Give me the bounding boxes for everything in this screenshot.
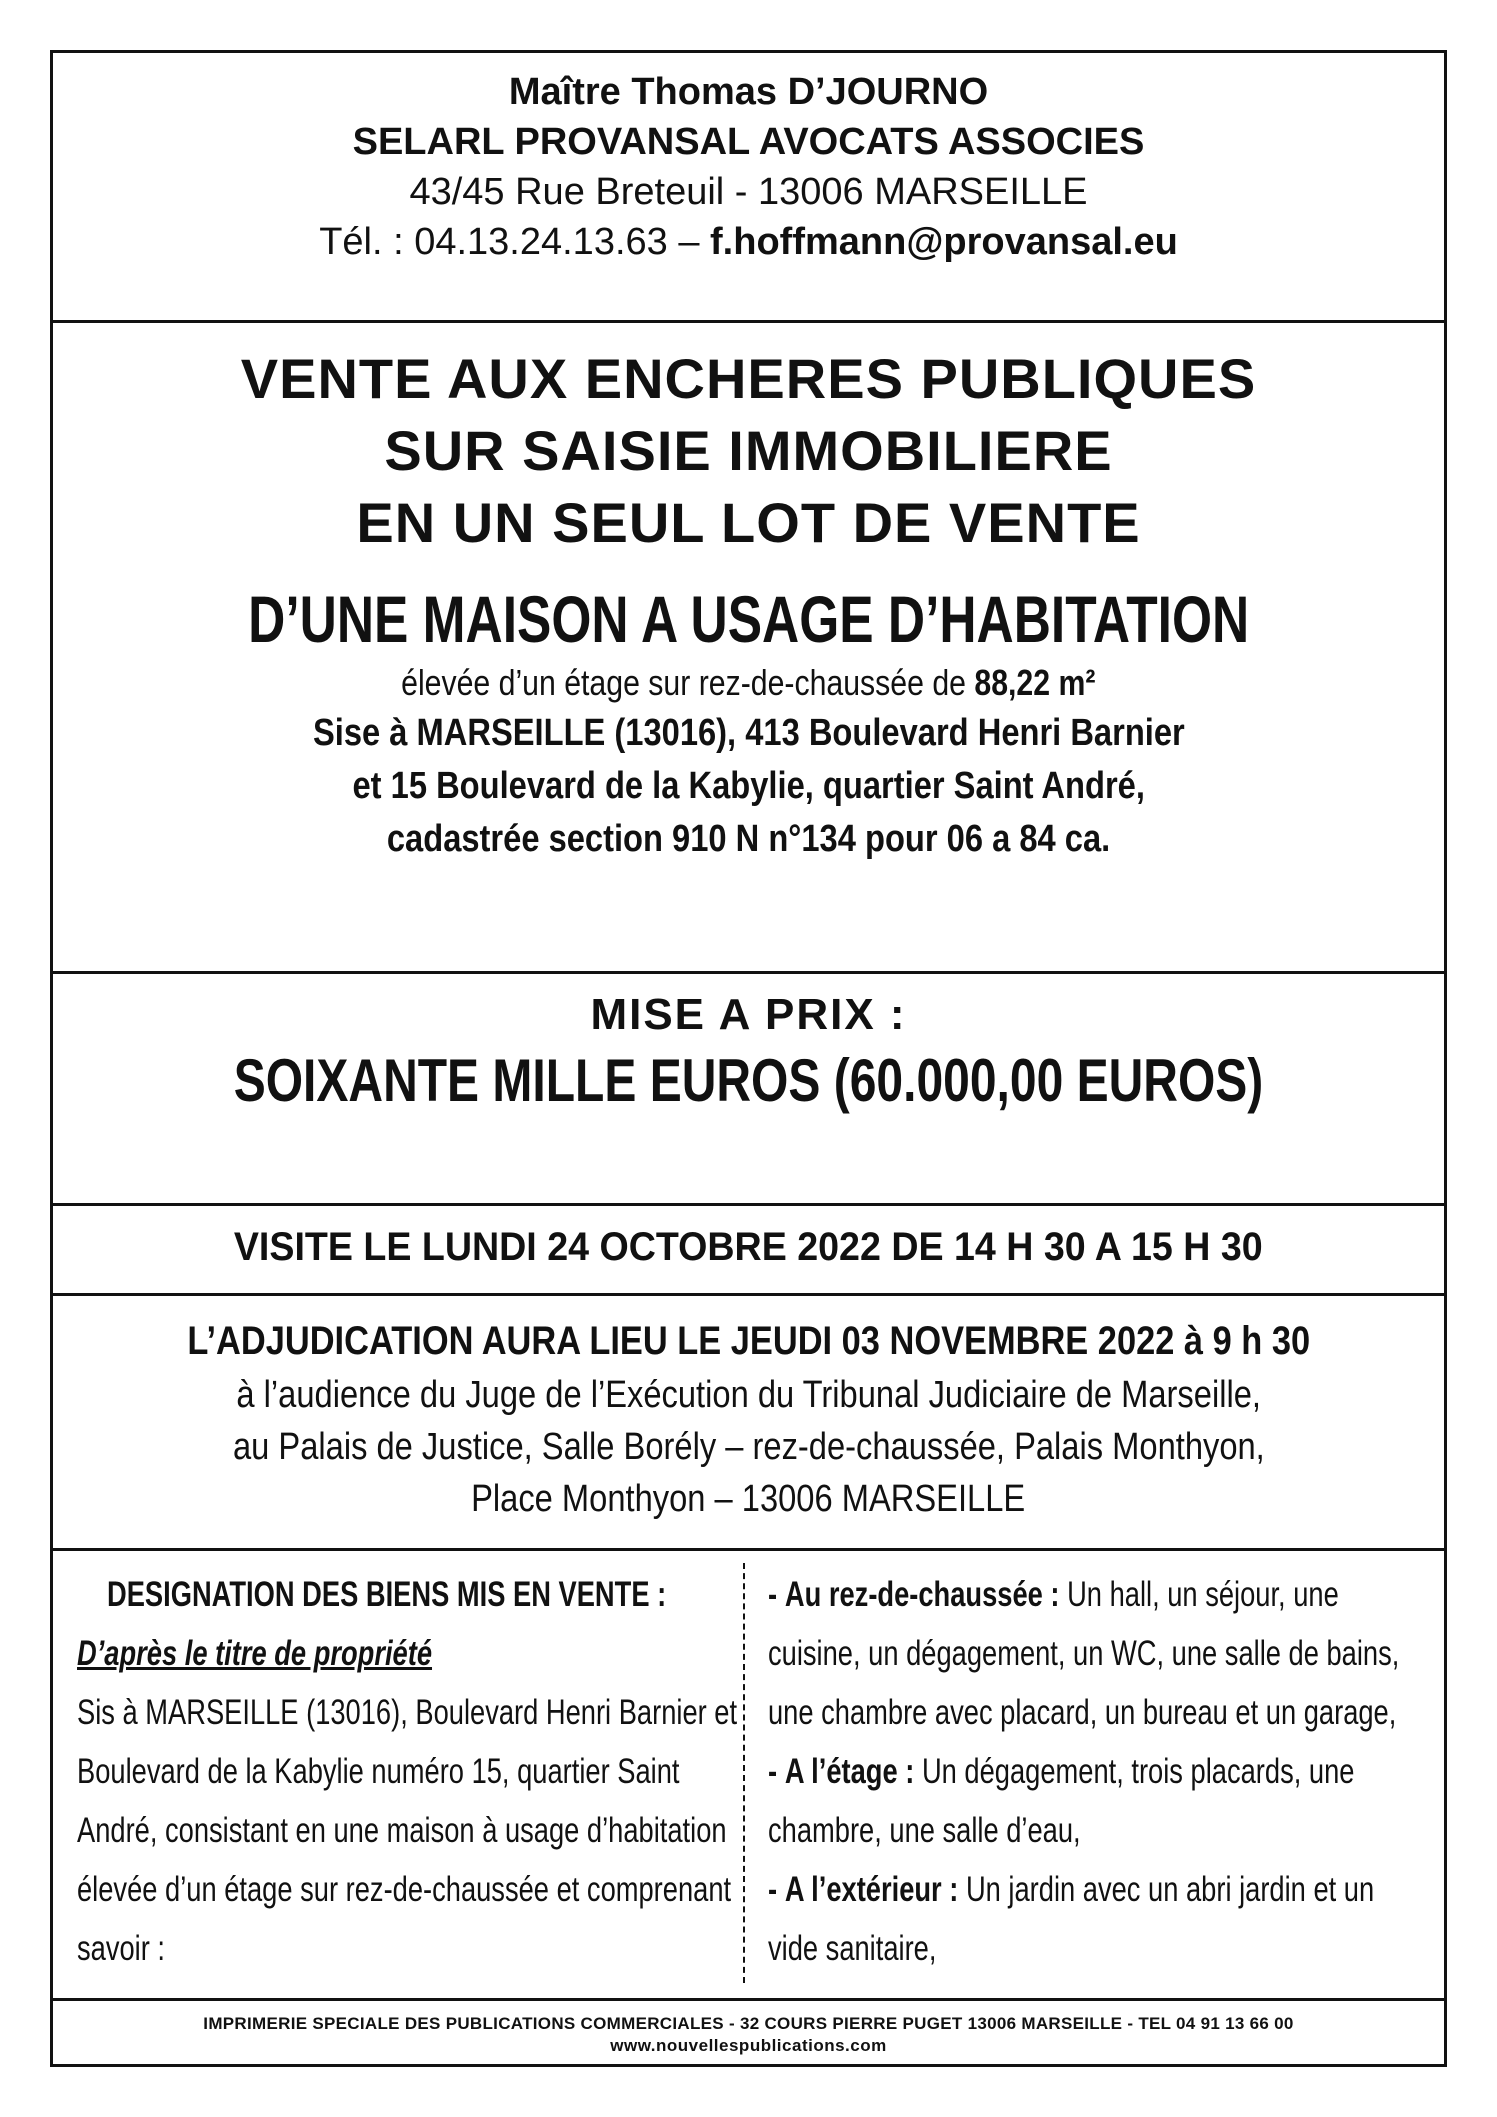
ground-floor-line: cuisine, un dégagement, un WC, une salle de bains, bbox=[768, 1634, 1400, 1673]
title-line-2: SUR SAISIE IMMOBILIERE bbox=[384, 419, 1113, 482]
designation-body-line: Boulevard de la Kabylie numéro 15, quartier Saint bbox=[77, 1752, 680, 1791]
adjudication-headline: L’ADJUDICATION AURA LIEU LE JEUDI 03 NOVEMBRE 2022 à 9 h 30 bbox=[187, 1319, 1310, 1363]
column-separator bbox=[743, 1563, 745, 1983]
bullet-icon: - bbox=[768, 1870, 778, 1909]
address-line-2: et 15 Boulevard de la Kabylie, quartier Saint André, bbox=[352, 765, 1145, 807]
firm-address: 43/45 Rue Breteuil - 13006 MARSEILLE bbox=[409, 171, 1088, 213]
sale-title bbox=[53, 343, 1444, 866]
upper-floor-line: chambre, une salle d’eau, bbox=[768, 1811, 1081, 1850]
bullet-icon: - bbox=[768, 1752, 778, 1791]
property-subtitle bbox=[53, 659, 1444, 707]
designation-left-column bbox=[77, 1565, 738, 1978]
notice-frame bbox=[50, 50, 1447, 2067]
exterior-item: - A l’extérieur : Un jardin avec un abri jardin et un bbox=[768, 1870, 1375, 1909]
designation-right-column bbox=[768, 1565, 1428, 1978]
upper-floor-item: - A l’étage : Un dégagement, trois placards, une bbox=[768, 1752, 1355, 1791]
property-type-text: D’UNE MAISON A USAGE D’HABITATION bbox=[247, 582, 1249, 656]
ground-floor-line: une chambre avec placard, un bureau et un garage, bbox=[768, 1693, 1397, 1732]
printer-info: IMPRIMERIE SPECIALE DES PUBLICATIONS COMMERCIALES - 32 COURS PIERRE PUGET 13006 MARSEILLE - TEL 04 91 13 66 00 bbox=[203, 2014, 1294, 2033]
address-line-1: Sise à MARSEILLE (13016), 413 Boulevard Henri Barnier bbox=[312, 712, 1185, 754]
designation-subheading: D’après le titre de propriété bbox=[77, 1634, 433, 1673]
email-link[interactable]: f.hoffmann@provansal.eu bbox=[710, 221, 1178, 263]
starting-price bbox=[53, 988, 1444, 1120]
website-link[interactable]: www.nouvellespublications.com bbox=[610, 2036, 887, 2055]
designation-body-line: Sis à MARSEILLE (13016), Boulevard Henri Barnier et bbox=[77, 1693, 738, 1732]
adjudication-line-3: Place Monthyon – 13006 MARSEILLE bbox=[471, 1478, 1026, 1520]
adjudication-line-2: au Palais de Justice, Salle Borély – rez-de-chaussée, Palais Monthyon, bbox=[232, 1426, 1265, 1468]
contact-line bbox=[53, 217, 1444, 267]
cadastre-line: cadastrée section 910 N n°134 pour 06 a 84 ca. bbox=[386, 818, 1111, 860]
law-firm: SELARL PROVANSAL AVOCATS ASSOCIES bbox=[352, 121, 1145, 163]
adjudication-info bbox=[53, 1313, 1444, 1525]
printer-footer bbox=[53, 2013, 1444, 2057]
divider bbox=[53, 1293, 1444, 1296]
divider bbox=[53, 1203, 1444, 1206]
surface: 88,22 m² bbox=[974, 662, 1096, 703]
subtitle-prefix: élevée d’un étage sur rez-de-chaussée de bbox=[401, 662, 967, 703]
attorney-header bbox=[53, 67, 1444, 267]
ground-floor-item: - Au rez-de-chaussée : Un hall, un séjour, une bbox=[768, 1575, 1339, 1614]
property-type bbox=[53, 579, 1444, 659]
designation-body-line: savoir : bbox=[77, 1929, 165, 1968]
bullet-icon: - bbox=[768, 1575, 778, 1614]
title-line-3: EN UN SEUL LOT DE VENTE bbox=[356, 491, 1141, 554]
designation-body-line: André, consistant en une maison à usage d’habitation bbox=[77, 1811, 727, 1850]
visit-info bbox=[53, 1218, 1444, 1276]
designation-heading: DESIGNATION DES BIENS MIS EN VENTE : bbox=[107, 1575, 667, 1614]
divider bbox=[53, 320, 1444, 323]
visit-text: VISITE LE LUNDI 24 OCTOBRE 2022 DE 14 H 30 A 15 H 30 bbox=[234, 1225, 1263, 1269]
price-label: MISE A PRIX : bbox=[590, 990, 907, 1039]
designation-body-line: élevée d’un étage sur rez-de-chaussée et comprenant bbox=[77, 1870, 732, 1909]
adjudication-line-1: à l’audience du Juge de l’Exécution du Tribunal Judiciaire de Marseille, bbox=[236, 1374, 1261, 1416]
exterior-line: vide sanitaire, bbox=[768, 1929, 937, 1968]
divider bbox=[53, 1548, 1444, 1551]
attorney-name: Maître Thomas D’JOURNO bbox=[508, 71, 989, 113]
phone: Tél. : 04.13.24.13.63 – bbox=[319, 221, 700, 263]
divider bbox=[53, 971, 1444, 974]
divider bbox=[53, 1998, 1444, 2001]
title-line-1: VENTE AUX ENCHERES PUBLIQUES bbox=[240, 347, 1257, 410]
price-amount: SOIXANTE MILLE EUROS (60.000,00 EUROS) bbox=[233, 1047, 1264, 1114]
